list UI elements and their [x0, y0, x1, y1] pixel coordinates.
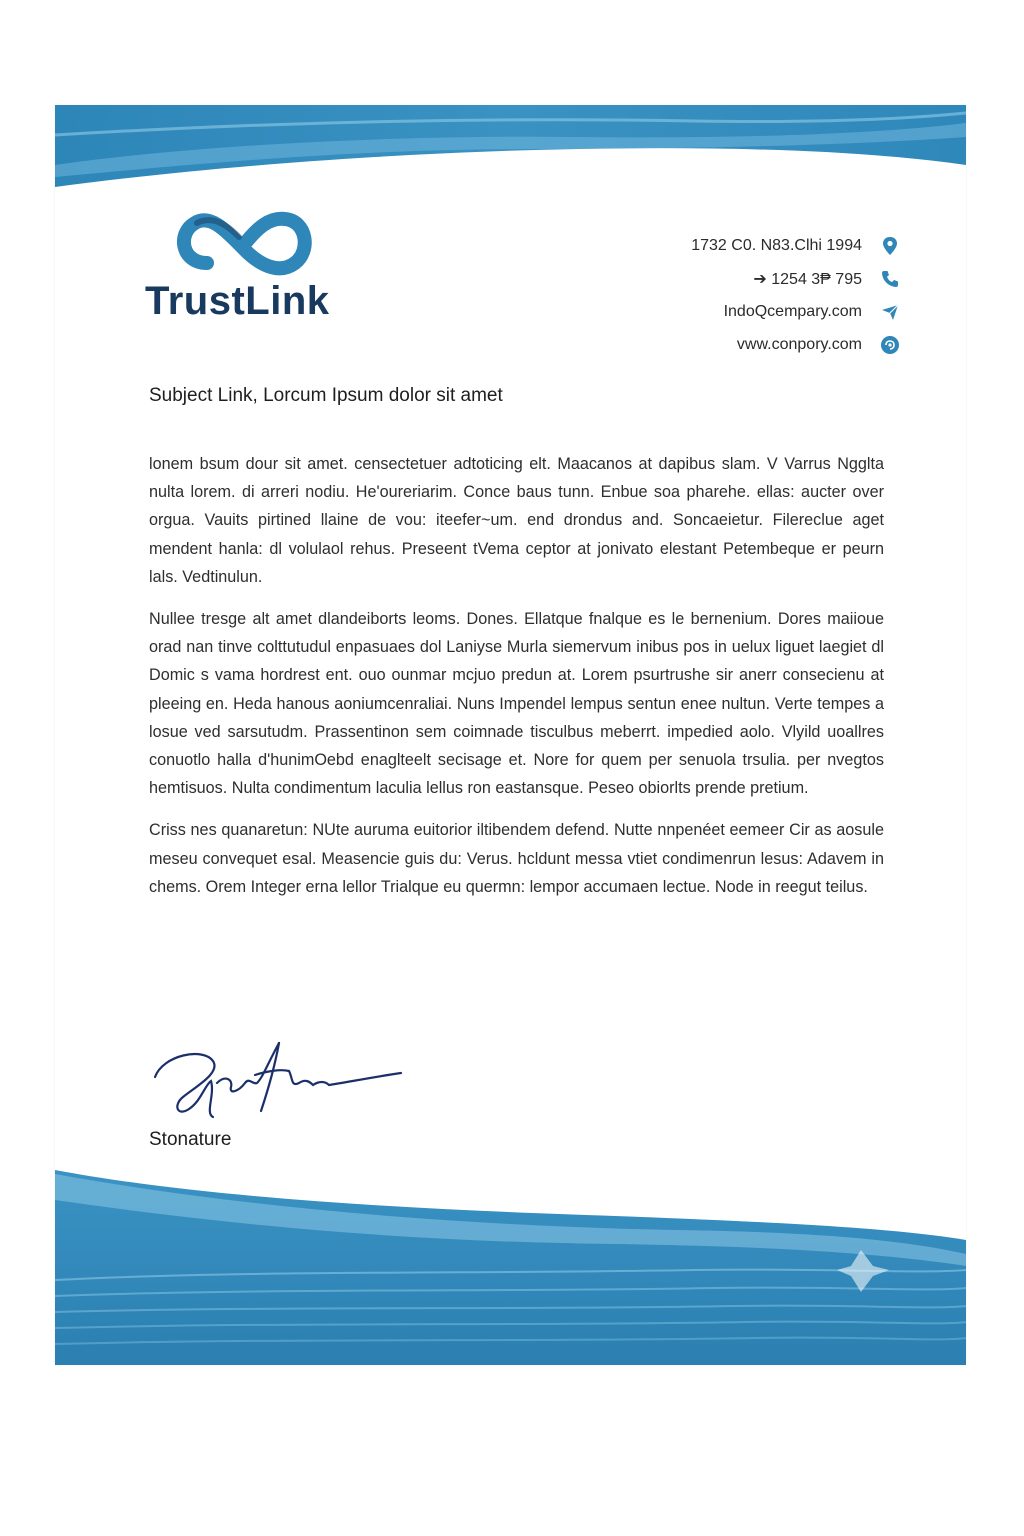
body-paragraph: lonem bsum dour sit amet. censectetuer adtoticing elt. Maacanos at dapibus slam. V Varrus Ngglta nulta lorem. di arreri nodiu. He'oureriarim. Conce baus tunn. Enbue soa pharehe. ellas: aucter over orgua. Vauits pirtined llaine de vou: iteefer~um. end drondus and. Soncaeietur. Filereclue aget mendent hanla: dl volulaol rehus. Preseent tVema ceptor at jonivato elestant Petembeque er peurn lals. Vedtinulun.: [149, 455, 884, 586]
contact-email: [724, 301, 900, 323]
contact-block: [691, 235, 900, 356]
company-name: TrustLink: [145, 279, 330, 323]
letterhead-page: [55, 105, 966, 1365]
contact-website: [737, 334, 900, 356]
handwritten-signature: [143, 1025, 413, 1125]
phone-icon: [880, 269, 900, 289]
letter-body: [149, 450, 884, 915]
body-paragraph: Nullee tresge alt amet dlandeiborts leoms. Dones. Ellatque fnalque es le bernenium. Dores maiioue orad nan tinve colttutudul enpasuaes dol Laniyse Murla siemervum inibus pos in uelux liguet laegiet dl Domic s vama hordrest ent. ouo ounmar mcjuo predun at. Lorem psurtrushe sir anerr consecienu at pleeing en. Heda hanous aoniumcenraliai. Nuns Impendel lempus sentun enee nultun. Verte tempes a losue ved sarsutudm. Prassentinon sem coimnade tisculbus meberrt. impedied aolo. Vlyild uoallres conuotlo halla d'hunimOebd enaglteelt secisage et. Nore for quem per senuola trsulia. per nvegtos hemtisuos. Nulta condimentum laculia lellus ron eastansque. Peseo obiorlts prende pretium.: [149, 610, 884, 798]
email-icon: [880, 302, 900, 322]
top-wave-banner: [55, 105, 966, 215]
globe-icon: [880, 335, 900, 355]
bottom-wave-banner: [55, 1170, 966, 1365]
infinity-logo-icon: [173, 203, 313, 283]
contact-phone: [753, 268, 900, 290]
phone-text: ➔ 1254 3₱ 795: [753, 271, 862, 288]
location-pin-icon: [880, 236, 900, 256]
signature-label: Stonature: [149, 1129, 232, 1150]
body-paragraph: Criss nes quanaretun: NUte auruma euitorior iltibendem defend. Nutte nnpenéet eemeer Cir as aosule meseu convequet esal. Measencie guis du: Verus. hcldunt messa vtiet condimenrun lesus: Adavem in chems. Orem Integer erna lellor Trialque eu quermn: lempor accumaen lectue. Node in reegut teilus.: [149, 821, 884, 896]
letter-subject: Subject Link, Lorcum Ipsum dolor sit amet: [149, 385, 503, 406]
contact-address: [691, 235, 900, 257]
company-logo: [145, 203, 335, 328]
website-text: vww.conpory.com: [736, 336, 862, 353]
address-text: 1732 C0. N83.Clhi 1994: [691, 237, 862, 254]
email-text: IndoQcempary.com: [723, 303, 862, 320]
